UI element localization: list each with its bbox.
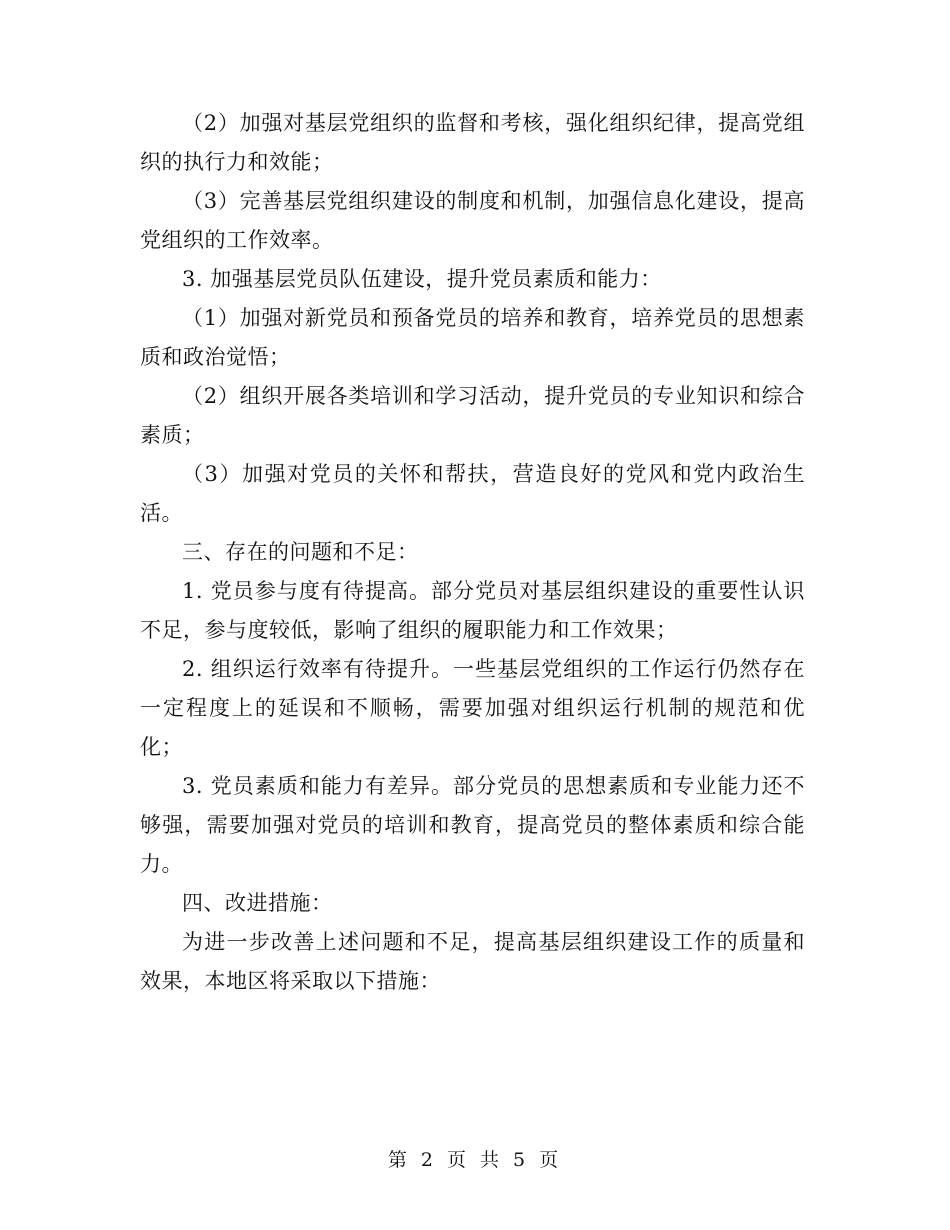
- paragraph-9: 2. 组织运行效率有待提升。一些基层党组织的工作运行仍然存在一定程度上的延误和不顺畅，需要加强对组织运行机制的规范和优化；: [140, 657, 805, 759]
- paragraph-3: 3. 加强基层党员队伍建设，提升党员素质和能力：: [182, 267, 662, 291]
- section-heading-4: 四、改进措施：: [182, 891, 333, 915]
- section-heading-3: 三、存在的问题和不足：: [182, 540, 419, 564]
- paragraph-10: 3. 党员素质和能力有差异。部分党员的思想素质和专业能力还不够强，需要加强对党员的培训和教育，提高党员的整体素质和综合能力。: [140, 774, 805, 876]
- document-body: [140, 104, 805, 1001]
- paragraph-2: （3）完善基层党组织建设的制度和机制，加强信息化建设，提高党组织的工作效率。: [140, 189, 805, 252]
- paragraph-5: （2）组织开展各类培训和学习活动，提升党员的专业知识和综合素质；: [140, 384, 805, 447]
- paragraph-1: （2）加强对基层党组织的监督和考核，强化组织纪律，提高党组织的执行力和效能；: [140, 111, 805, 174]
- page-number-footer: 第 2 页 共 5 页: [387, 1149, 563, 1171]
- paragraph-6: （3）加强对党员的关怀和帮扶，营造良好的党风和党内政治生活。: [140, 462, 805, 525]
- paragraph-12: 为进一步改善上述问题和不足，提高基层组织建设工作的质量和效果，本地区将采取以下措施：: [140, 930, 805, 993]
- paragraph-8: 1. 党员参与度有待提高。部分党员对基层组织建设的重要性认识不足，参与度较低，影响了组织的履职能力和工作效果；: [140, 579, 805, 642]
- paragraph-4: （1）加强对新党员和预备党员的培养和教育，培养党员的思想素质和政治觉悟；: [140, 306, 805, 369]
